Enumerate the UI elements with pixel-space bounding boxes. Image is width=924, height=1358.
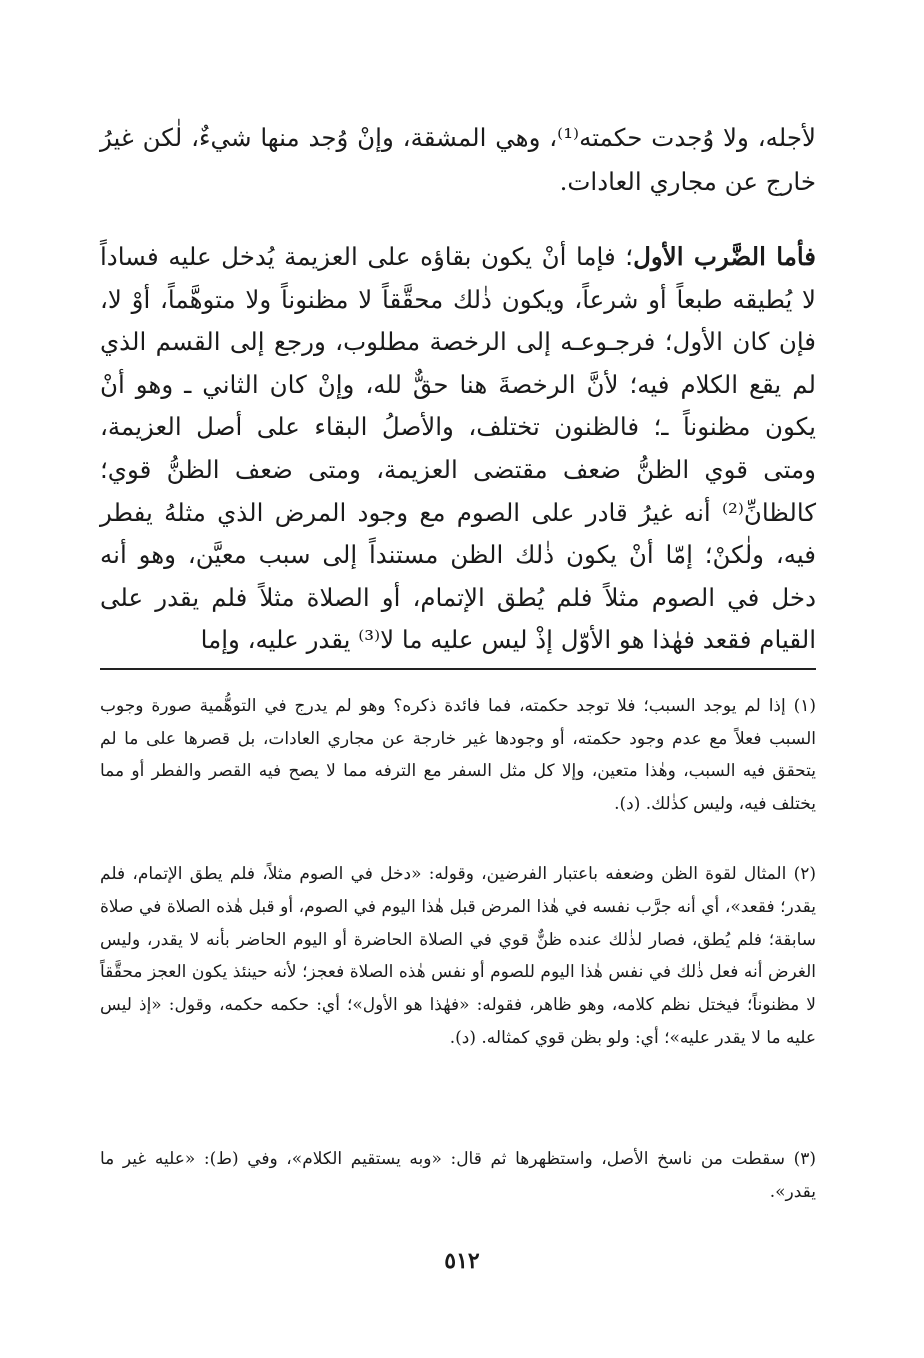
page-number: ٥١٢ xyxy=(444,1248,480,1274)
paragraph-continuation xyxy=(100,116,816,204)
footnote-2: (٢) المثال لقوة الظن وضعفه باعتبار الفرضين، وقوله: «دخل في الصوم مثلاً، فلم يطق الإتمام، فلم يقدر؛ فقعد»، أي أنه جرَّب نفسه في هٰذا المرض قبل هٰذا اليوم في الصوم، أو قبل هٰذه الصلاة في صلاة سابقة؛ فلم يُطق، فصار لذٰلك عنده ظنٌّ قوي في الصلاة الحاضرة أو اليوم الحاضر بأنه لا يقدر، وليس الغرض أنه فعل ذٰلك في نفس هٰذا اليوم للصوم أو نفس هٰذه الصلاة فعجز؛ لأنه حينئذ يكون العجز محقَّقاً لا مظنوناً؛ فيختل نظم كلامه، وهو ظاهر، فقوله: «فهٰذا هو الأول»؛ أي: حكمه حكمه، وقول: «إذ ليس عليه ما لا يقدر عليه»؛ أي: ولو بظن قوي كمثاله. (د). xyxy=(100,864,816,1048)
footnote-3: (٣) سقطت من ناسخ الأصل، واستظهرها ثم قال: «وبه يستقيم الكلام»، وفي (ط): «عليه غير ما يقدر». xyxy=(100,1149,816,1202)
paragraph-first-type xyxy=(100,236,816,662)
paragraph-2-lead: فأما الضَّرب الأول xyxy=(633,242,816,271)
paragraph-1-text: لأجله، ولا وُجدت حكمته⁽¹⁾، وهي المشقة، وإنْ وُجد منها شيءٌ، لٰكن غيرُ خارج عن مجاري العادات. xyxy=(100,123,816,196)
footnote-1: (١) إذا لم يوجد السبب؛ فلا توجد حكمته، فما فائدة ذكره؟ وهو لم يدرج في التوهُّمية صورة وجوب السبب فعلاً مع عدم وجود حكمته، أو وجودها غير خارجة عن مجاري العادات، بل قصرها على ما لم يتحقق فيه السبب، وهٰذا متعين، وإلا كل مثل السفر مع الترفه مما لا يصح فيه القصر والفطر أو مما يختلف فيه، وليس كذٰلك. (د). xyxy=(100,696,816,814)
footnote-divider xyxy=(100,668,816,670)
paragraph-2-text: ؛ فإما أنْ يكون بقاؤه على العزيمة يُدخل عليه فساداً لا يُطيقه طبعاً أو شرعاً، ويكون ذٰلك محقَّقاً لا مظنوناً ولا متوهَّماً، أوْ لا، فإن كان الأول؛ فرجـوعـه إلى الرخصة مطلوب، ورجع إلى القسم الذي لم يقع الكلام فيه؛ لأنَّ الرخصةَ هنا حقٌّ لله، وإنْ كان الثاني ـ وهو أنْ يكون مظنوناً ـ؛ فالظنون تختلف، والأصلُ البقاء على أصل العزيمة، ومتى قوي الظنُّ ضعف مقتضى العزيمة، ومتى ضعف الظنُّ قوي؛ كالظانِّ⁽²⁾ أنه غيرُ قادر على الصوم مع وجود المرض الذي مثلهُ يفطر فيه، ولٰكنْ؛ إمّا أنْ يكون ذٰلك الظن مستنداً إلى سبب معيَّن، وهو أنه دخل في الصوم مثلاً فلم يُطق الإتمام، أو الصلاة مثلاً فلم يقدر على القيام فقعد فهٰذا هو الأوّل إذْ ليس عليه ما لا⁽³⁾ يقدر عليه، وإما xyxy=(100,242,816,655)
